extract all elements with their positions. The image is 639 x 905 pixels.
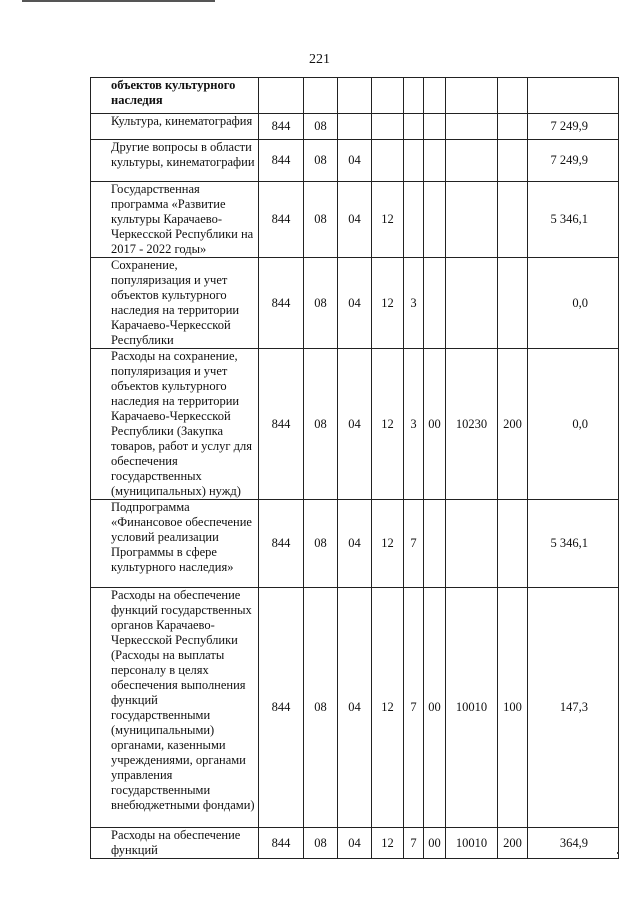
cell-amount: 0,0 — [528, 258, 619, 349]
cell-gov-code: 844 — [259, 140, 304, 182]
cell-amount: 364,9 — [528, 828, 619, 859]
cell-subsection — [338, 78, 372, 114]
cell-type-code — [498, 114, 528, 140]
cell-direction — [424, 78, 446, 114]
table-row — [91, 588, 619, 828]
cell-program: 12 — [372, 500, 404, 588]
cell-section: 08 — [304, 500, 338, 588]
table-row — [91, 78, 619, 114]
cell-direction — [424, 114, 446, 140]
cell-direction — [424, 258, 446, 349]
cell-expense-code: 10010 — [446, 588, 498, 828]
row-name: Расходы на обеспечение функций государственных органов Карачаево-Черкесской Республики (Расходы на выплаты персоналу в целях обеспечения выполнения функций государственными (муниципальными) органами, казенными учреждениями, органами управления государственными внебюджетными фондами) — [91, 588, 259, 828]
cell-gov-code: 844 — [259, 258, 304, 349]
cell-section: 08 — [304, 140, 338, 182]
row-name: Культура, кинематография — [91, 114, 259, 140]
cell-subsection: 04 — [338, 140, 372, 182]
cell-program — [372, 114, 404, 140]
cell-expense-code: 10010 — [446, 828, 498, 859]
cell-type-code: 200 — [498, 828, 528, 859]
cell-subprogram: 7 — [404, 588, 424, 828]
cell-gov-code: 844 — [259, 828, 304, 859]
cell-amount: 5 346,1 — [528, 500, 619, 588]
cell-section — [304, 78, 338, 114]
table-row — [91, 828, 619, 859]
cell-type-code — [498, 78, 528, 114]
table-row — [91, 140, 619, 182]
table-row — [91, 258, 619, 349]
table-row — [91, 182, 619, 258]
cell-program — [372, 78, 404, 114]
row-name: Государственная программа «Развитие культуры Карачаево-Черкесской Республики на 2017 - 2022 годы» — [91, 182, 259, 258]
cell-section: 08 — [304, 114, 338, 140]
cell-subprogram — [404, 140, 424, 182]
cell-program: 12 — [372, 349, 404, 500]
cell-program: 12 — [372, 258, 404, 349]
cell-gov-code: 844 — [259, 588, 304, 828]
cell-program — [372, 140, 404, 182]
cell-program: 12 — [372, 182, 404, 258]
row-name: Расходы на обеспечение функций — [91, 828, 259, 859]
row-name: объектов культурного наследия — [91, 78, 259, 114]
cell-subprogram — [404, 78, 424, 114]
budget-table-body — [91, 78, 619, 859]
row-name: Другие вопросы в области культуры, кинематографии — [91, 140, 259, 182]
cell-subsection: 04 — [338, 258, 372, 349]
cell-subprogram: 7 — [404, 500, 424, 588]
row-name: Подпрограмма «Финансовое обеспечение условий реализации Программы в сфере культурного наследия» — [91, 500, 259, 588]
table-row — [91, 500, 619, 588]
cell-gov-code: 844 — [259, 182, 304, 258]
row-name: Расходы на сохранение, популяризация и учет объектов культурного наследия на территории Карачаево-Черкесской Республики (Закупка товаров, работ и услуг для обеспечения государственных (муниципальных) нужд) — [91, 349, 259, 500]
cell-expense-code — [446, 182, 498, 258]
cell-subprogram — [404, 114, 424, 140]
cell-subprogram: 3 — [404, 258, 424, 349]
cell-gov-code: 844 — [259, 114, 304, 140]
cell-expense-code — [446, 140, 498, 182]
cell-direction — [424, 140, 446, 182]
cell-direction: 00 — [424, 588, 446, 828]
row-name: Сохранение, популяризация и учет объектов культурного наследия на территории Карачаево-Черкесской Республики — [91, 258, 259, 349]
cell-type-code: 100 — [498, 588, 528, 828]
cell-amount: 5 346,1 — [528, 182, 619, 258]
cell-gov-code — [259, 78, 304, 114]
cell-subprogram — [404, 182, 424, 258]
cell-direction — [424, 182, 446, 258]
cell-subsection: 04 — [338, 588, 372, 828]
cell-direction — [424, 500, 446, 588]
cell-program: 12 — [372, 588, 404, 828]
table-row — [91, 114, 619, 140]
cell-amount: 0,0 — [528, 349, 619, 500]
cell-type-code — [498, 140, 528, 182]
page-number: 221 — [309, 52, 330, 67]
cell-direction: 00 — [424, 828, 446, 859]
cell-gov-code: 844 — [259, 349, 304, 500]
cell-subsection: 04 — [338, 182, 372, 258]
cell-section: 08 — [304, 828, 338, 859]
cell-direction: 00 — [424, 349, 446, 500]
cell-gov-code: 844 — [259, 500, 304, 588]
cell-type-code — [498, 258, 528, 349]
cell-amount: 7 249,9 — [528, 140, 619, 182]
cell-section: 08 — [304, 588, 338, 828]
cell-type-code — [498, 500, 528, 588]
cell-expense-code — [446, 500, 498, 588]
cell-section: 08 — [304, 349, 338, 500]
cell-subprogram: 7 — [404, 828, 424, 859]
cell-program: 12 — [372, 828, 404, 859]
cell-type-code: 200 — [498, 349, 528, 500]
cell-section: 08 — [304, 182, 338, 258]
cell-expense-code — [446, 114, 498, 140]
cell-subsection: 04 — [338, 500, 372, 588]
cell-subsection — [338, 114, 372, 140]
cell-amount — [528, 78, 619, 114]
cell-type-code — [498, 182, 528, 258]
scan-edge-mark — [22, 0, 215, 2]
cell-subprogram: 3 — [404, 349, 424, 500]
budget-table — [90, 77, 619, 859]
cell-amount: 147,3 — [528, 588, 619, 828]
cell-expense-code: 10230 — [446, 349, 498, 500]
cell-expense-code — [446, 78, 498, 114]
cell-expense-code — [446, 258, 498, 349]
scan-speck — [617, 852, 619, 854]
cell-subsection: 04 — [338, 828, 372, 859]
cell-subsection: 04 — [338, 349, 372, 500]
cell-amount: 7 249,9 — [528, 114, 619, 140]
table-row — [91, 349, 619, 500]
cell-section: 08 — [304, 258, 338, 349]
